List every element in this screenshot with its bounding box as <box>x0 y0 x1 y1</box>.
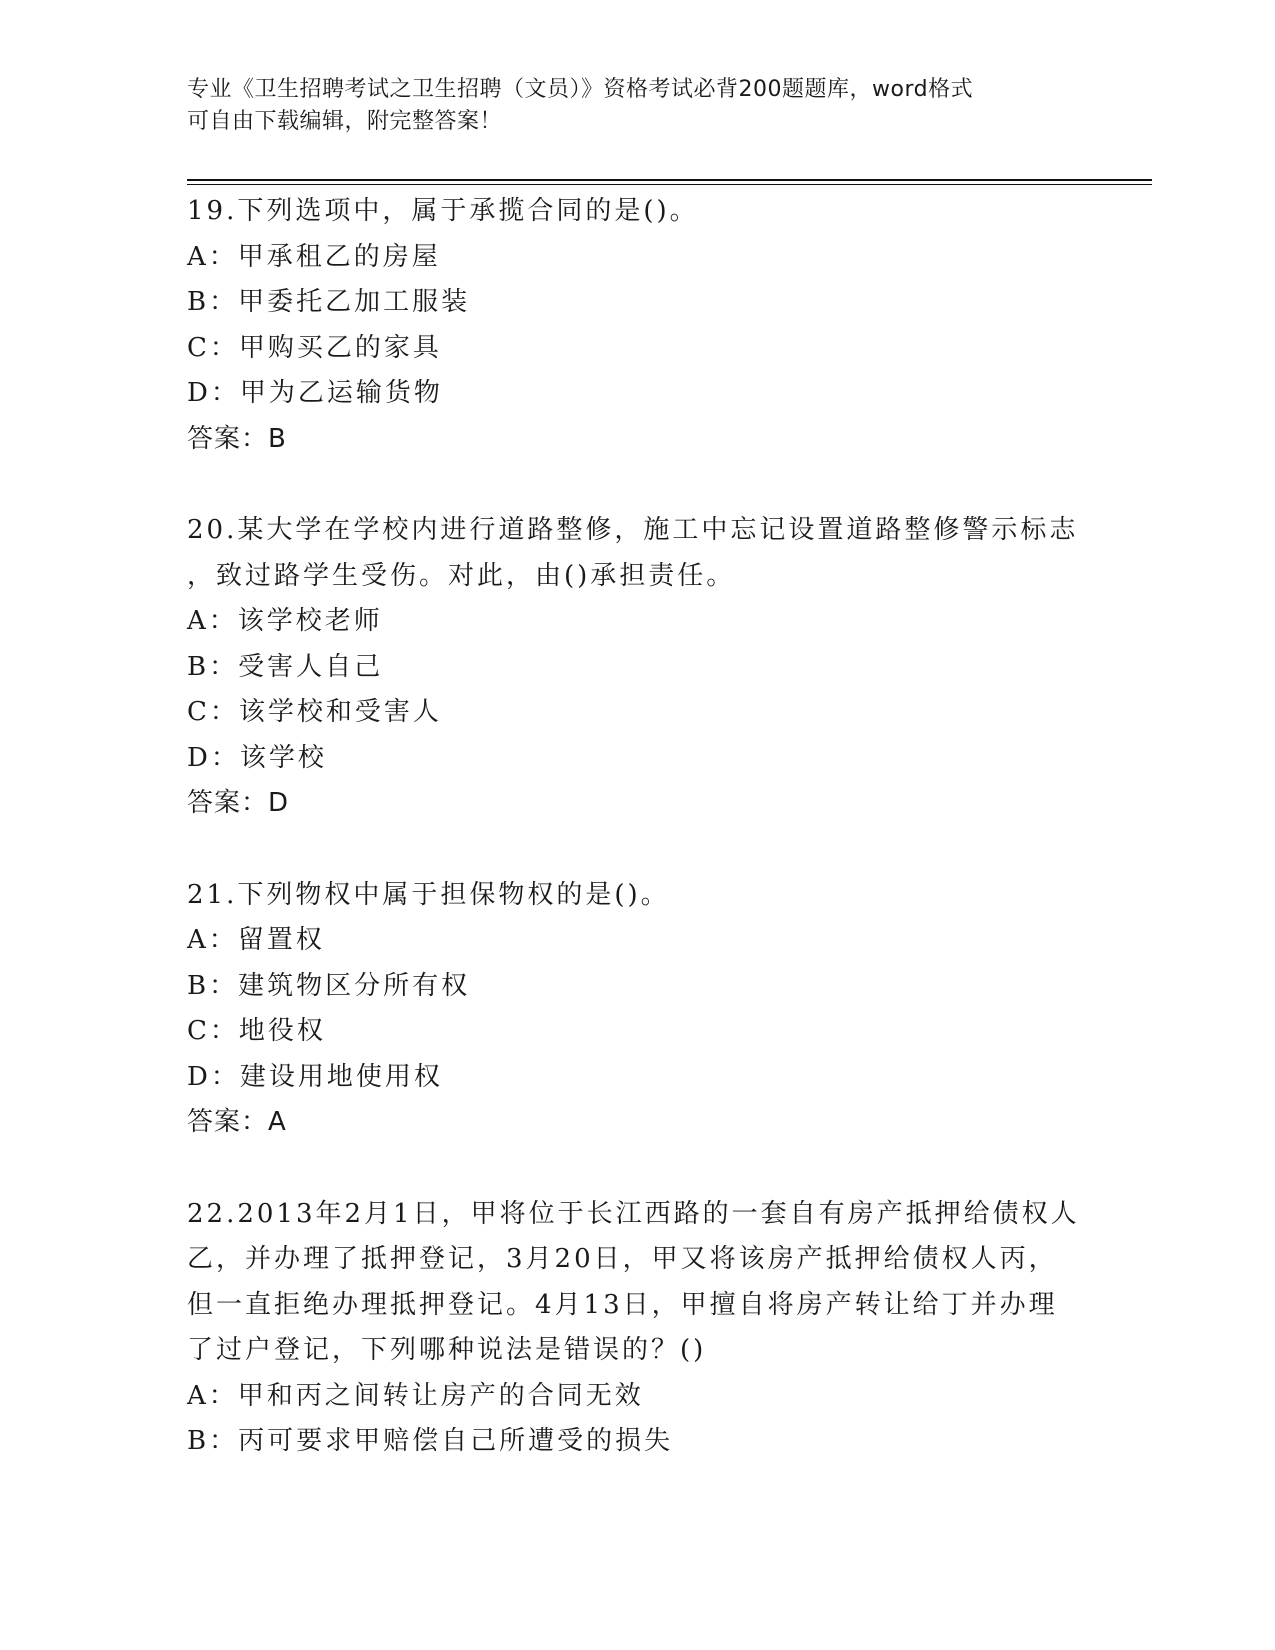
question-stem: 20.某大学在学校内进行道路整修，施工中忘记设置道路整修警示标志 <box>187 515 1079 545</box>
question-22 <box>187 1192 1087 1465</box>
question-stem-continued: ，致过路学生受伤。对此，由()承担责任。 <box>187 560 736 591</box>
question-19 <box>187 189 1087 462</box>
question-stem-continued: 乙，并办理了抵押登记，3月20日，甲又将该房产抵押给债权人丙， <box>187 1244 1058 1274</box>
option-a: A：该学校老师 <box>187 606 383 636</box>
header-line-2: 可自由下载编辑，附完整答案！ <box>187 109 503 134</box>
option-b: B：受害人自己 <box>187 651 384 682</box>
option-d: D：该学校 <box>187 742 327 773</box>
header-divider-thick <box>187 179 1152 181</box>
question-stem: 21.下列物权中属于担保物权的是()。 <box>187 879 670 910</box>
answer-line: 答案：A <box>187 1107 287 1137</box>
question-21 <box>187 873 1087 1146</box>
answer-line: 答案：D <box>187 788 290 818</box>
header-divider-thin <box>187 184 1152 185</box>
option-d: D：建设用地使用权 <box>187 1061 443 1092</box>
header-line-1: 专业《卫生招聘考试之卫生招聘（文员）》资格考试必背200题题库，word格式 <box>187 77 974 102</box>
question-stem-continued: 了过户登记，下列哪种说法是错误的？() <box>187 1335 707 1365</box>
option-b: B：丙可要求甲赔偿自己所遭受的损失 <box>187 1426 674 1456</box>
option-c: C：地役权 <box>187 1016 326 1046</box>
question-20 <box>187 508 1087 827</box>
question-list <box>187 189 1087 1511</box>
option-b: B：建筑物区分所有权 <box>187 970 471 1001</box>
option-d: D：甲为乙运输货物 <box>187 378 443 408</box>
answer-line: 答案：B <box>187 423 287 454</box>
question-stem-continued: 但一直拒绝办理抵押登记。4月13日，甲擅自将房产转让给丁并办理 <box>187 1289 1058 1320</box>
option-a: A：留置权 <box>187 925 325 955</box>
option-a: A：甲和丙之间转让房产的合同无效 <box>187 1380 644 1411</box>
option-a: A：甲承租乙的房屋 <box>187 241 441 272</box>
document-header <box>187 74 1087 138</box>
option-c: C：该学校和受害人 <box>187 697 442 727</box>
option-c: C：甲购买乙的家具 <box>187 332 442 363</box>
question-stem: 22.2013年2月1日，甲将位于长江西路的一套自有房产抵押给债权人 <box>187 1198 1080 1229</box>
question-stem: 19.下列选项中，属于承揽合同的是()。 <box>187 196 699 226</box>
option-b: B：甲委托乙加工服装 <box>187 287 471 317</box>
